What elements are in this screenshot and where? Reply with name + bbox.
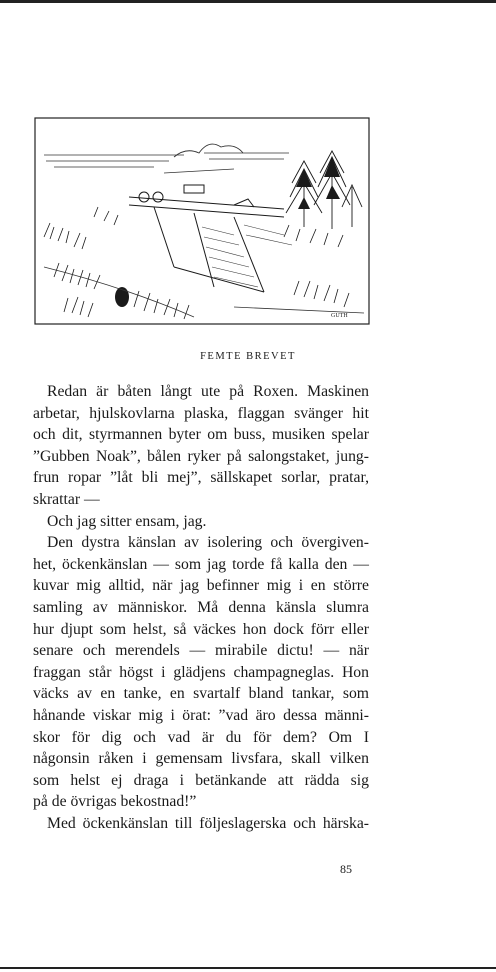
text-line: väcks av en tanke, en svartalf bland tankar, som xyxy=(33,685,369,703)
text-line: Och jag sitter ensam, jag. xyxy=(47,512,207,530)
chapter-title: FEMTE BREVET xyxy=(200,351,296,362)
body-text xyxy=(33,381,369,834)
illustrator-signature: GUTH xyxy=(331,313,348,319)
text-line: arbetar, hjulskovlarna plaska, flaggan svänger hit xyxy=(33,404,369,422)
text-line: någonsin råken i gemensam livsfara, skall vilken xyxy=(33,750,369,768)
text-line: hur djupt som helst, så väckes hon dock förr eller xyxy=(33,620,369,638)
text-line: het, öckenkänslan — som jag torde få kalla den — xyxy=(33,555,369,573)
text-line: samling av människor. Må denna känsla slumra xyxy=(33,598,369,616)
text-line: skor för dig och vad är du för dem? Om I xyxy=(33,728,369,746)
text-line: Den dystra känslan av isolering och övergiven- xyxy=(47,534,369,552)
bottom-edge-rule xyxy=(0,967,496,969)
text-line: Redan är båten långt ute på Roxen. Maskinen xyxy=(47,383,369,400)
text-line: som helst ej draga i betänkande att rädda sig xyxy=(33,771,369,789)
top-edge-rule xyxy=(0,0,496,3)
text-line: på de övrigas bekostnad!” xyxy=(33,793,197,811)
text-line: Med öckenkänslan till följeslagerska och härska- xyxy=(47,814,369,832)
text-line: fraggan står högst i glädjens champagneglas. Hon xyxy=(33,663,369,681)
canal-lock-illustration xyxy=(34,117,370,327)
text-line: frun ropar ”låt bli mej”, sällskapet sorlar, pratar, xyxy=(33,469,369,487)
text-line: skrattar — xyxy=(33,490,100,508)
text-line: och dit, styrmannen byter om buss, musiken spelar xyxy=(33,426,369,444)
text-line: hånande viskar mig i örat: ”vad äro dessa männi- xyxy=(33,706,369,724)
text-line: ”Gubben Noak”, bålen ryker på salongstaket, jung- xyxy=(33,447,369,465)
text-line: kuvar mig alltid, när jag befinner mig i en större xyxy=(33,577,369,595)
page-number: 85 xyxy=(340,862,352,876)
text-line: senare och merendels — mirabile dictu! — när xyxy=(33,642,369,660)
